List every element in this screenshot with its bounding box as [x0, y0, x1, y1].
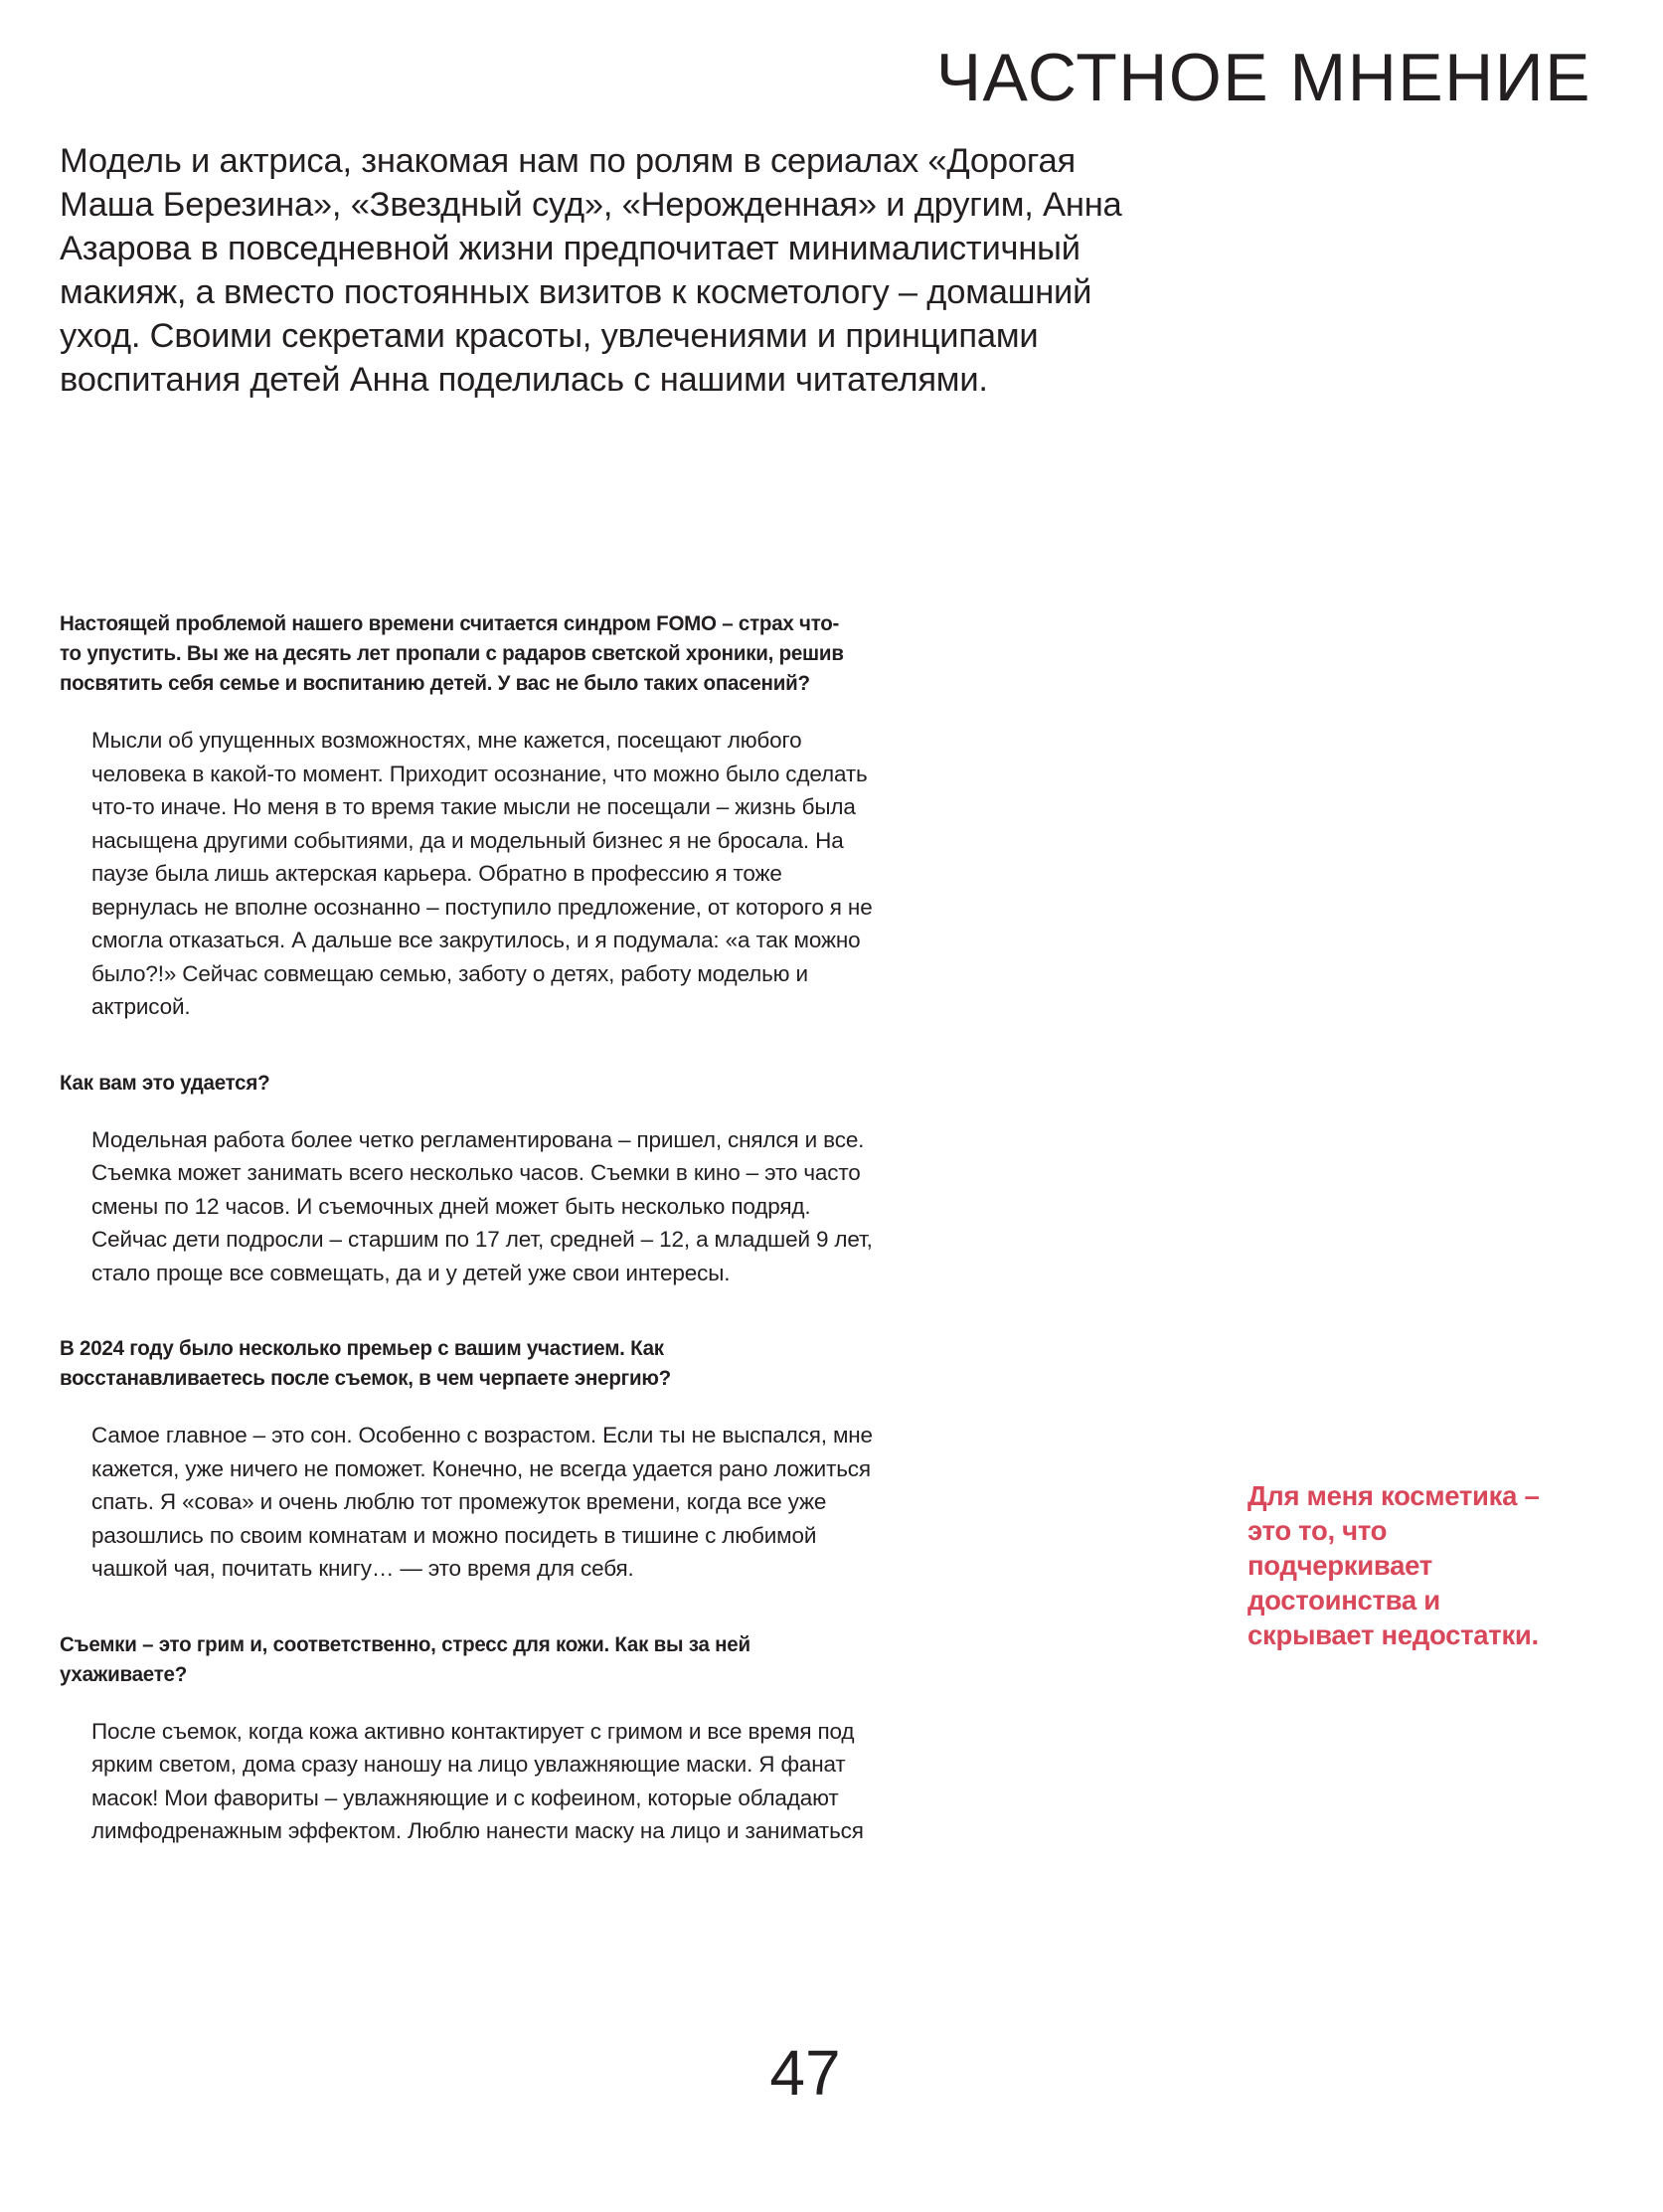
interview-body [60, 608, 885, 1848]
qa-block [60, 1629, 885, 1848]
lede-intro [60, 139, 1125, 402]
interview-answer: Мысли об упущенных возможностях, мне кажется, посещают любого человека в какой-то момент. Приходит осознание, что можно было сделать что-то иначе. Но меня в то время такие мысли не посещали – жизнь была насыщена другими событиями, да и модельный бизнес я не бросала. На паузе была лишь актерская карьера. Обратно в профессию я тоже вернулась не вполне осознанно – поступило предложение, от которого я не смогла отказаться. А дальше все закрутилось, и я подумала: «а так можно было?!» Сейчас совмещаю семью, заботу о детях, работу моделью и актрисой. [91, 728, 873, 1019]
interview-answer: Самое главное – это сон. Особенно с возрастом. Если ты не выспался, мне кажется, уже ничего не поможет. Конечно, не всегда удается рано ложиться спать. Я «сова» и очень люблю тот промежуток времени, когда все уже разошлись по своим комнатам и можно посидеть в тишине с любимой чашкой чая, почитать книгу… — это время для себя. [91, 1423, 873, 1581]
interview-question: Съемки – это грим и, соответственно, стресс для кожи. Как вы за ней ухаживаете? [60, 1631, 750, 1686]
spacer [60, 1586, 885, 1629]
interview-question: Как вам это удается? [60, 1070, 270, 1095]
page-header [60, 40, 1591, 115]
page-folio [0, 2036, 1610, 2110]
interview-question: В 2024 году было несколько премьер с вашим участием. Как восстанавливаетесь после съемок, в чем черпаете энергию? [60, 1336, 671, 1390]
qa-block [60, 1333, 885, 1586]
spacer [60, 1289, 885, 1333]
interview-answer: После съемок, когда кожа активно контактирует с гримом и все время под ярким светом, дома сразу наношу на лицо увлажняющие маски. Я фанат масок! Мои фавориты – увлажняющие и с кофеином, которые обладают лимфодренажным эффектом. Люблю нанести маску на лицо и заниматься [91, 1718, 864, 1843]
page-title: ЧАСТНОЕ МНЕНИЕ [935, 40, 1591, 115]
qa-block [60, 1068, 885, 1290]
lede-text: Модель и актриса, знакомая нам по ролям в сериалах «Дорогая Маша Березина», «Звездный суд», «Нерожденная» и другим, Анна Азарова в повседневной жизни предпочитает минималистичный макияж, а вместо постоянных визитов к косметологу – домашний уход. Своими секретами красоты, увлечениями и принципами воспитания детей Анна поделилась с нашими читателями. [60, 142, 1122, 399]
page-number: 47 [769, 2037, 841, 2109]
pull-quote-text: Для меня косметика – это то, что подчеркивает достоинства и скрывает недостатки. [1247, 1480, 1540, 1650]
interview-answer: Модельная работа более четко регламентирована – пришел, снялся и все. Съемка может занимать всего несколько часов. Съемки в кино – это часто смены по 12 часов. И съемочных дней может быть несколько подряд. Сейчас дети подросли – старшим по 17 лет, средней – 12, а младшей 9 лет, стало проще все совмещать, да и у детей уже свои интересы. [91, 1126, 873, 1285]
spacer [60, 1024, 885, 1068]
interview-question: Настоящей проблемой нашего времени считается синдром FOMO – страх что-то упустить. Вы же на десять лет пропали с радаров светской хроники, решив посвятить себя семье и воспитанию детей. У вас не было таких опасений? [60, 611, 844, 695]
qa-block [60, 608, 885, 1024]
pull-quote [1247, 1478, 1546, 1652]
